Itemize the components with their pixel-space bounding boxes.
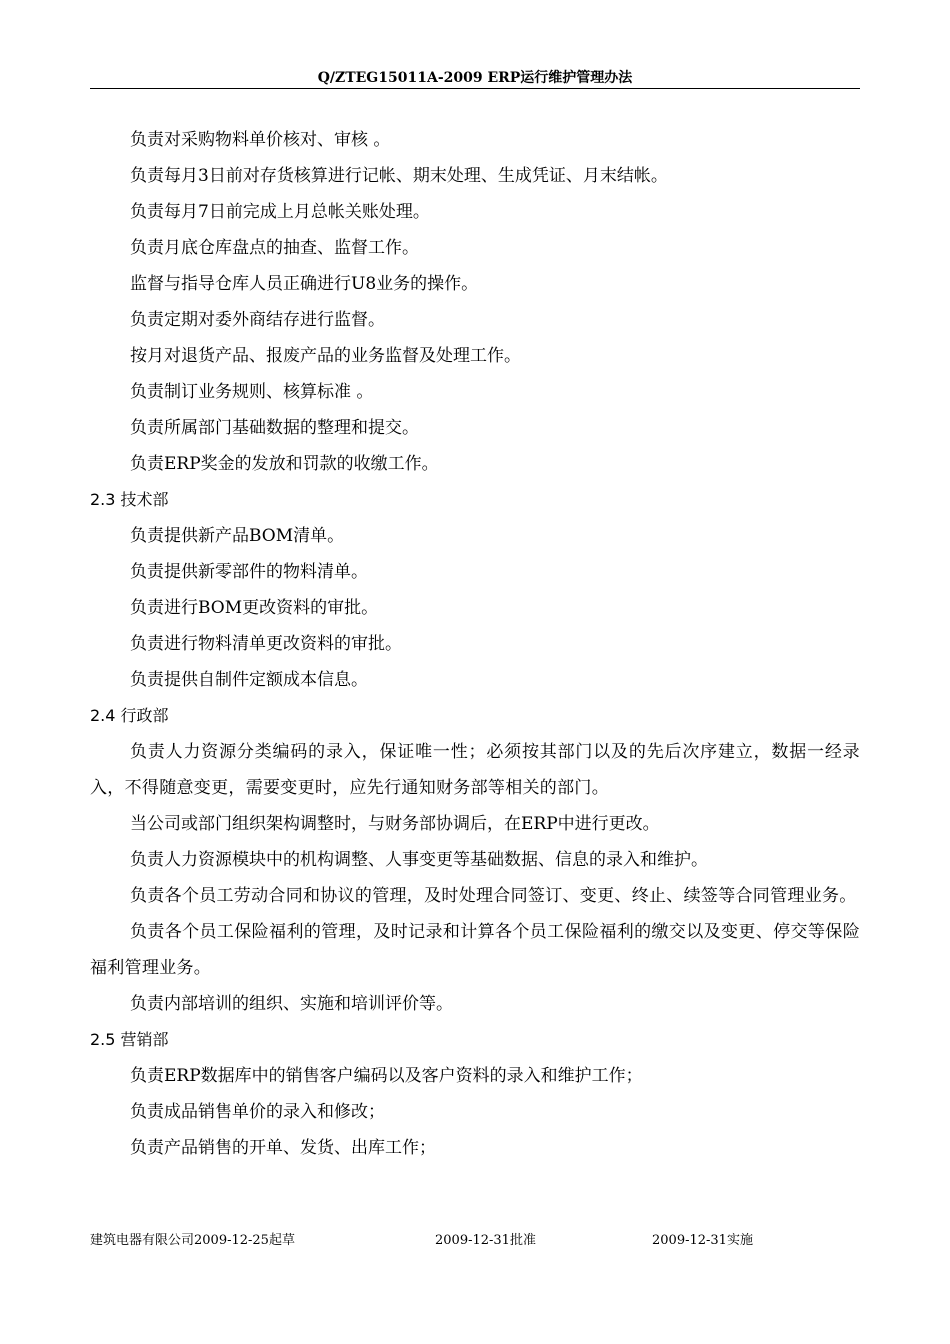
footer-drafted: 建筑电器有限公司2009-12-25起草 — [90, 1233, 295, 1248]
footer-effective: 2009-12-31实施 — [652, 1233, 753, 1248]
finance-item: 按月对退货产品、报废产品的业务监督及处理工作。 — [130, 346, 521, 366]
admin-item: 当公司或部门组织架构调整时，与财务部协调后，在ERP中进行更改。 — [130, 814, 660, 834]
document-body — [90, 122, 860, 1166]
admin-item: 负责人力资源模块中的机构调整、人事变更等基础数据、信息的录入和维护。 — [130, 850, 708, 870]
tech-item: 负责提供新零部件的物料清单。 — [130, 562, 368, 582]
tech-item: 负责进行BOM更改资料的审批。 — [130, 598, 379, 618]
footer-approved: 2009-12-31批准 — [435, 1233, 536, 1248]
finance-item: 负责每月3日前对存货核算进行记帐、期末处理、生成凭证、月末结帐。 — [130, 166, 668, 186]
tech-item: 负责提供新产品BOM清单。 — [130, 526, 345, 546]
finance-item: 监督与指导仓库人员正确进行U8业务的操作。 — [130, 274, 479, 294]
admin-item: 负责内部培训的组织、实施和培训评价等。 — [130, 994, 453, 1014]
header-divider — [90, 88, 860, 89]
admin-item: 负责各个员工劳动合同和协议的管理，及时处理合同签订、变更、终止、续签等合同管理业务。 — [130, 886, 857, 906]
sales-item: 负责产品销售的开单、发货、出库工作； — [130, 1138, 436, 1158]
tech-item: 负责进行物料清单更改资料的审批。 — [130, 634, 402, 654]
sales-item: 负责成品销售单价的录入和修改； — [130, 1102, 385, 1122]
sales-item: 负责ERP数据库中的销售客户编码以及客户资料的录入和维护工作； — [130, 1066, 643, 1086]
section-heading-tech: 2.3 技术部 — [90, 490, 169, 509]
finance-item: 负责定期对委外商结存进行监督。 — [130, 310, 385, 330]
page-header-title: Q/ZTEG15011A-2009 ERP运行维护管理办法 — [317, 70, 633, 86]
section-heading-sales: 2.5 营销部 — [90, 1030, 169, 1049]
tech-item: 负责提供自制件定额成本信息。 — [130, 670, 368, 690]
finance-item: 负责每月7日前完成上月总帐关账处理。 — [130, 202, 430, 222]
admin-item: 负责人力资源分类编码的录入，保证唯一性；必须按其部门以及的先后次序建立，数据一经录入，不得随意变更，需要变更时，应先行通知财务部等相关的部门。 — [90, 742, 860, 798]
finance-item: 负责月底仓库盘点的抽查、监督工作。 — [130, 238, 419, 258]
finance-item: 负责对采购物料单价核对、审核 。 — [130, 130, 391, 150]
section-heading-admin: 2.4 行政部 — [90, 706, 169, 725]
finance-item: 负责制订业务规则、核算标准 。 — [130, 382, 374, 402]
finance-item: 负责ERP奖金的发放和罚款的收缴工作。 — [130, 454, 439, 474]
finance-item: 负责所属部门基础数据的整理和提交。 — [130, 418, 419, 438]
admin-item: 负责各个员工保险福利的管理，及时记录和计算各个员工保险福利的缴交以及变更、停交等保险福利管理业务。 — [90, 922, 860, 978]
